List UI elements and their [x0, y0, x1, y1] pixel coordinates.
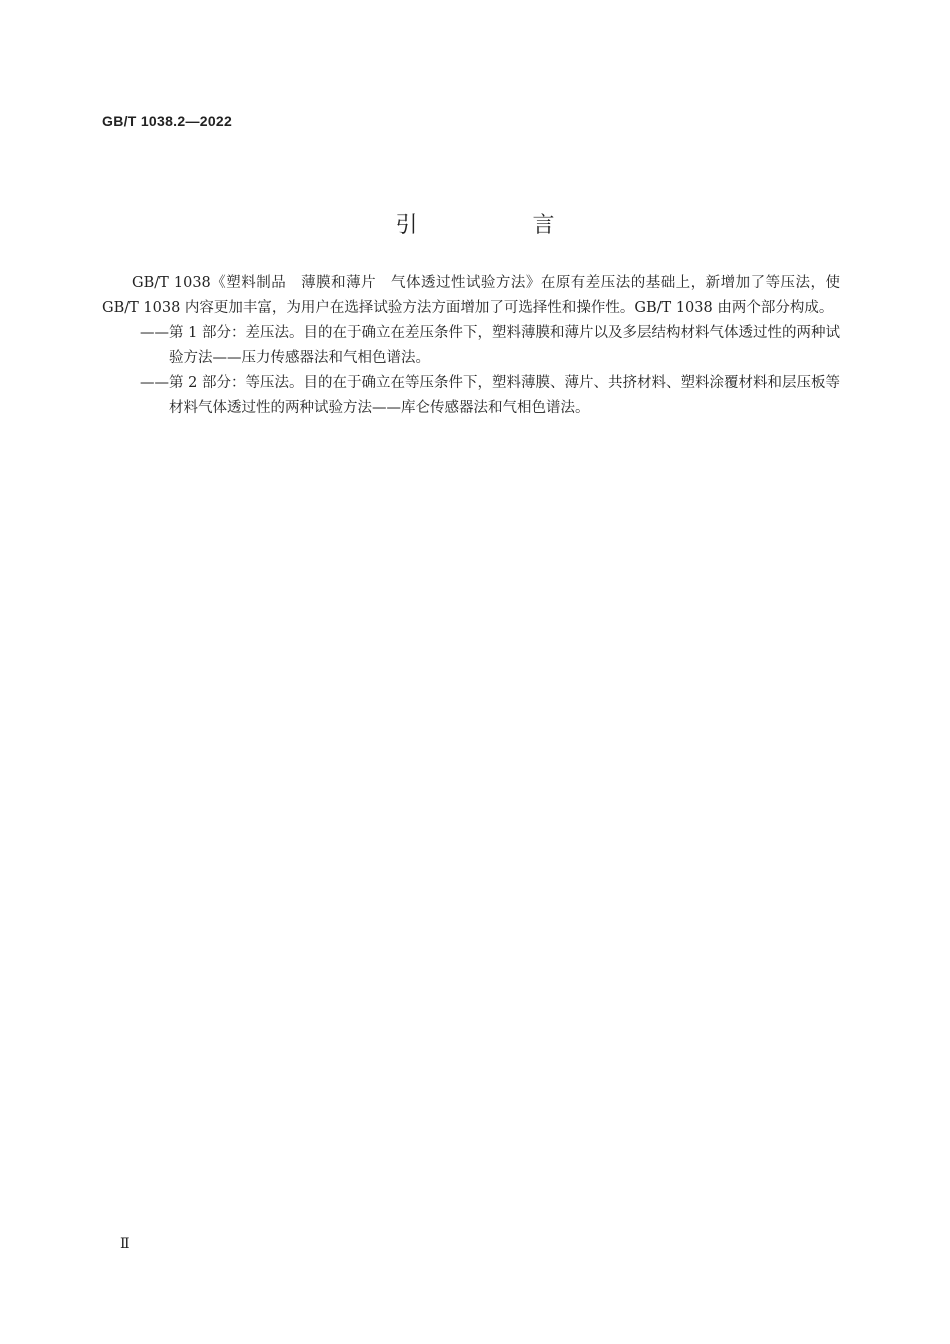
page-number: Ⅱ [120, 1236, 130, 1252]
list-dash: —— [140, 375, 169, 391]
parts-list [102, 321, 840, 421]
part-2-text: 第 2 部分：等压法。目的在于确立在等压条件下，塑料薄膜、薄片、共挤材料、塑料涂覆材料和层压板等材料气体透过性的两种试验方法——库仑传感器法和气相色谱法。 [169, 375, 840, 416]
page-title: 引 言 [395, 212, 609, 238]
document-body [102, 271, 840, 421]
list-dash: —— [140, 325, 169, 341]
list-item-part-1 [102, 321, 840, 371]
part-1-text: 第 1 部分：差压法。目的在于确立在差压条件下，塑料薄膜和薄片以及多层结构材料气体透过性的两种试验方法——压力传感器法和气相色谱法。 [169, 325, 840, 366]
standard-number: GB/T 1038.2—2022 [102, 113, 233, 129]
intro-paragraph: GB/T 1038《塑料制品 薄膜和薄片 气体透过性试验方法》在原有差压法的基础上，新增加了等压法，使 GB/T 1038 内容更加丰富，为用户在选择试验方法方面增加了可选择性和操作性。GB/T 1038 由两个部分构成。 [102, 275, 840, 316]
list-item-part-2 [102, 371, 840, 421]
